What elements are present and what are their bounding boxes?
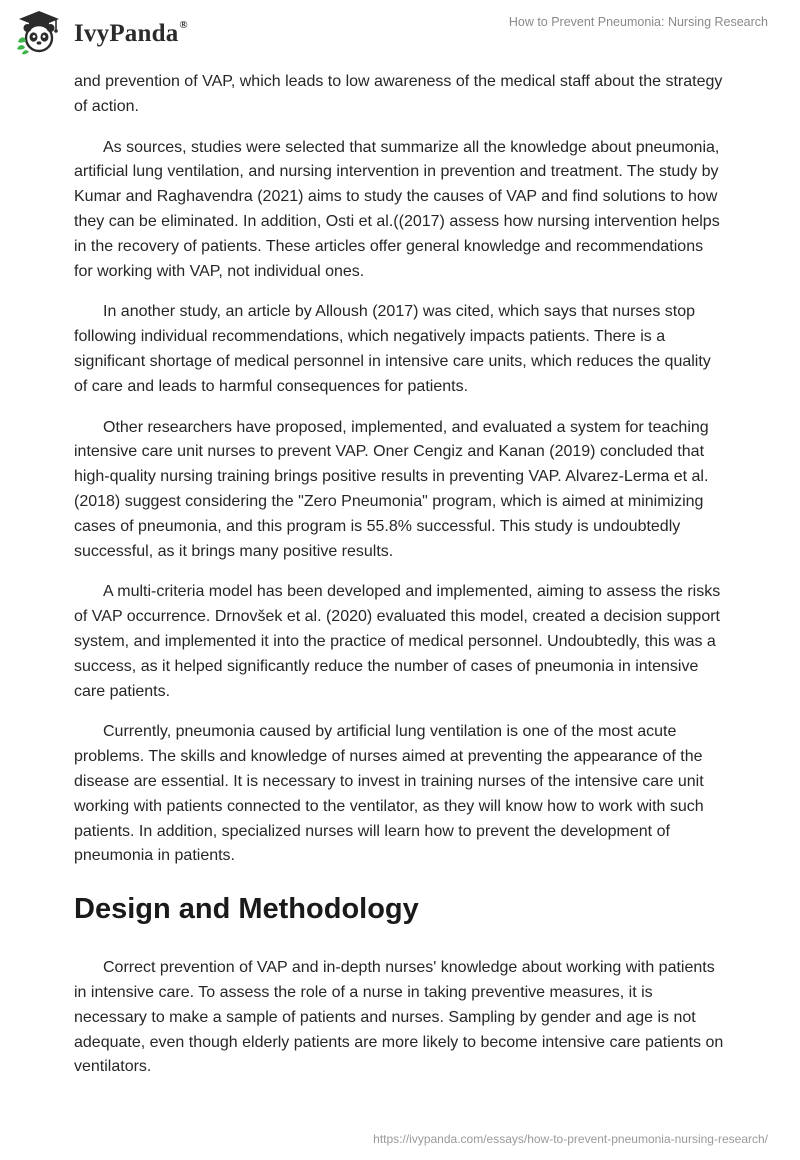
registered-mark: ®: [179, 18, 188, 31]
paragraph: Correct prevention of VAP and in-depth nurses' knowledge about working with patients in intensive care. To assess the role of a nurse in taking preventive measures, it is necessary to make a sample of patients and nurses. Sampling by gender and age is not adequate, even though elderly patients are more likely to become intensive care patients on ventilators.: [74, 959, 724, 1076]
essay-body: [74, 70, 726, 1096]
document-title: How to Prevent Pneumonia: Nursing Research: [508, 15, 768, 29]
brand-name: IvyPanda®: [74, 18, 188, 47]
paragraph: Currently, pneumonia caused by artificial lung ventilation is one of the most acute problems. The skills and knowledge of nurses aimed at preventing the appearance of the disease are essential. It is necessary to invest in training nurses of the intensive care unit working with patients connected to the ventilator, as they will know how to work with such patients. In addition, specialized nurses will learn how to prevent the development of pneumonia in patients.: [74, 723, 704, 865]
paragraph: A multi-criteria model has been developed and implemented, aiming to assess the risks of VAP occurrence. Drnovšek et al. (2020) evaluated this model, created a decision support system, and implemented it into the practice of medical personnel. Undoubtedly, this was a success, as it helped significantly reduce the number of cases of pneumonia in intensive care patients.: [74, 583, 721, 700]
paragraph: As sources, studies were selected that summarize all the knowledge about pneumonia, artificial lung ventilation, and nursing intervention in prevention and treatment. The study by Kumar and Raghavendra (2021) aims to study the causes of VAP and find solutions to how they can be eliminated. In addition, Osti et al.((2017) assess how nursing intervention helps in the recovery of patients. These articles offer general knowledge and recommendations for working with VAP, not individual ones.: [74, 138, 720, 280]
section-heading: Design and Methodology: [74, 893, 419, 926]
paragraph: In another study, an article by Alloush (2017) was cited, which says that nurses stop following individual recommendations, which negatively impacts patients. There is a significant shortage of medical personnel in intensive care units, which reduces the quality of care and leads to harmful consequences for patients.: [74, 303, 711, 395]
page-header: [0, 0, 800, 70]
paragraph: and prevention of VAP, which leads to low awareness of the medical staff about the strategy of action.: [74, 73, 723, 115]
panda-graduation-icon: [14, 8, 64, 58]
source-url[interactable]: https://ivypanda.com/essays/how-to-prevent-pneumonia-nursing-research/: [373, 1132, 768, 1146]
ivypanda-logo[interactable]: [14, 8, 188, 58]
paragraph: Other researchers have proposed, implemented, and evaluated a system for teaching intensive care unit nurses to prevent VAP. Oner Cengiz and Kanan (2019) concluded that high-quality nursing training brings positive results in preventing VAP. Alvarez-Lerma et al. (2018) suggest considering the "Zero Pneumonia" program, which is aimed at minimizing cases of pneumonia, and this program is 55.8% successful. This study is undoubtedly successful, as it brings many positive results.: [74, 418, 709, 560]
